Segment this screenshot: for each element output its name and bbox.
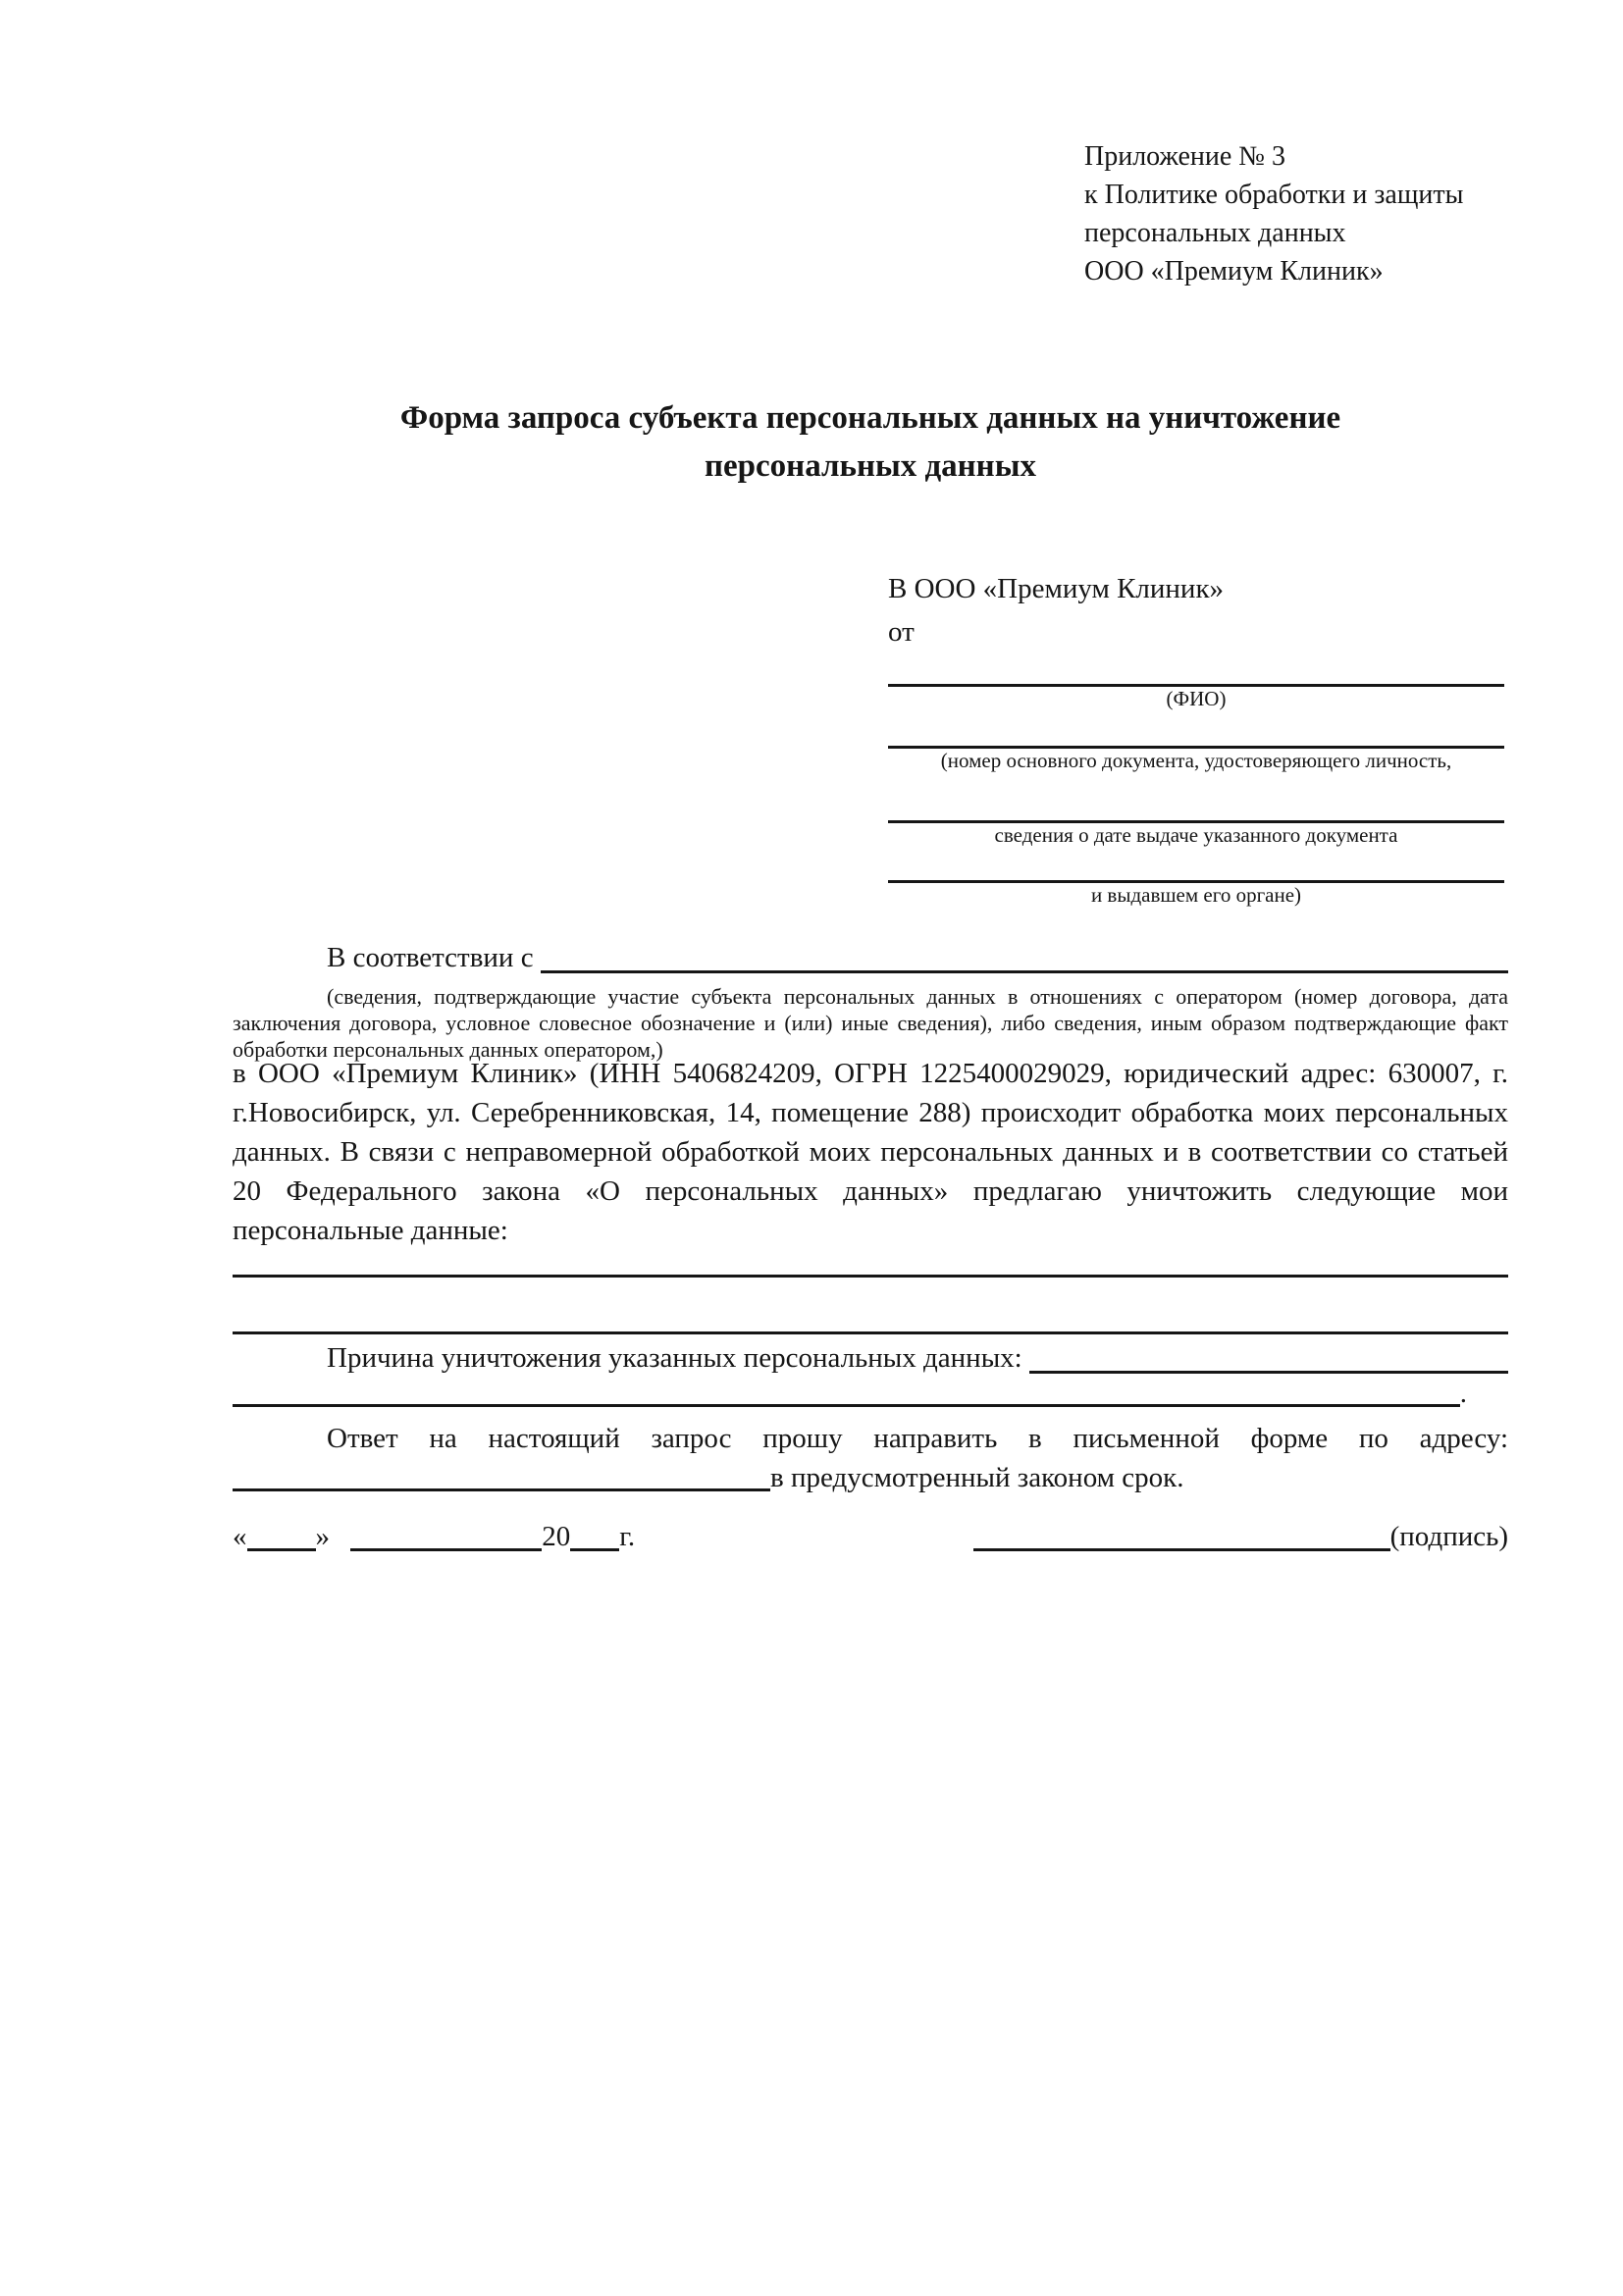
- year-suffix: г.: [619, 1521, 636, 1552]
- reason-row-continuation: [233, 1378, 1467, 1409]
- reason-row: [233, 1338, 1508, 1379]
- accordance-fill-line[interactable]: [541, 938, 1508, 973]
- date-signature-row: [233, 1519, 1508, 1555]
- issuing-authority-fill-line[interactable]: [888, 847, 1504, 883]
- issue-date-caption: сведения о дате выдаче указанного документа: [994, 823, 1398, 847]
- main-paragraph: в ООО «Премиум Клиник» (ИНН 5406824209, ОГРН 1225400029029, юридический адрес: 630007, г. г.Новосибирск, ул. Серебренниковская, 14, помещение 288) происходит обработка моих персональных данных. В связи с неправомерной обработкой моих персональных данных и в соответствии со статьей 20 Федерального закона «О персональных данных» предлагаю уничтожить следующие мои персональные данные:: [233, 1058, 1508, 1246]
- signature-caption: (подпись): [1389, 1521, 1508, 1552]
- reason-label: Причина уничтожения указанных персональных данных:: [327, 1342, 1029, 1374]
- document-number-caption: (номер основного документа, удостоверяющего личность,: [940, 749, 1452, 772]
- signature-fill-line[interactable]: [973, 1548, 1390, 1551]
- reason-fill-line[interactable]: [1029, 1338, 1508, 1374]
- issuing-authority-caption: и выдавшем его органе): [1090, 883, 1302, 907]
- addressee-from-label: от: [888, 616, 915, 648]
- appendix-note: [1084, 137, 1463, 290]
- year-fill-line[interactable]: [570, 1548, 619, 1551]
- signature-group: [973, 1519, 1508, 1555]
- response-request-text: Ответ на настоящий запрос прошу направить в письменной форме по адресу:: [327, 1423, 1508, 1454]
- month-fill-line[interactable]: [350, 1548, 542, 1551]
- response-suffix-text: в предусмотренный законом срок.: [770, 1462, 1184, 1493]
- accordance-row: [233, 938, 1508, 978]
- personal-data-fill-line-2[interactable]: [233, 1295, 1508, 1334]
- appendix-note-line: к Политике обработки и защиты: [1084, 180, 1464, 210]
- reason-period: .: [1459, 1378, 1467, 1409]
- fio-fill-line[interactable]: [888, 653, 1504, 687]
- addressee-to: В ООО «Премиум Клиник»: [888, 573, 1225, 604]
- personal-data-fill-line-1[interactable]: [233, 1238, 1508, 1278]
- appendix-note-line: Приложение № 3: [1084, 141, 1285, 172]
- form-title-line: персональных данных: [705, 448, 1036, 484]
- appendix-note-line: ООО «Премиум Клиник»: [1084, 256, 1384, 287]
- year-prefix: 20: [542, 1521, 571, 1552]
- form-title: [233, 394, 1508, 491]
- appendix-note-line: персональных данных: [1084, 218, 1346, 248]
- address-fill-line[interactable]: [233, 1462, 770, 1491]
- fio-caption: (ФИО): [1166, 687, 1227, 710]
- addressee-block: [888, 567, 1504, 907]
- day-fill-line[interactable]: [247, 1548, 316, 1551]
- reason-fill-line-2[interactable]: [233, 1378, 1460, 1407]
- form-title-line: Форма запроса субъекта персональных данных на уничтожение: [399, 400, 1341, 436]
- date-group: [233, 1519, 635, 1555]
- response-address-row: [233, 1462, 1508, 1494]
- fine-print-note: (сведения, подтверждающие участие субъекта персональных данных в отношениях с оператором (номер договора, дата заключения договора, условное словесное обозначение и (или) иные сведения), либо сведения, иным образом подтверждающие факт обработки персональных данных оператором,): [233, 984, 1508, 1062]
- issue-date-fill-line[interactable]: [888, 772, 1504, 823]
- accordance-label: В соответствии с: [327, 942, 541, 973]
- date-quote-close: »: [315, 1521, 338, 1552]
- document-number-fill-line[interactable]: [888, 710, 1504, 749]
- date-quote-open: «: [233, 1521, 247, 1552]
